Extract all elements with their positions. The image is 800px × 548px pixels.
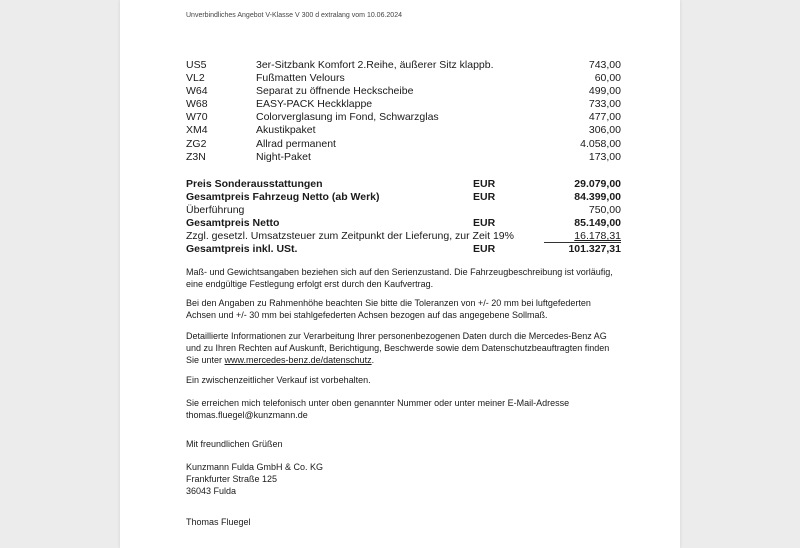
net-vehicle-label: Gesamtpreis Fahrzeug Netto (ab Werk) [186,191,380,204]
option-row [186,138,621,151]
option-code: Z3N [186,150,206,163]
option-code: ZG2 [186,137,207,150]
text-line: Achsen und +/- 30 mm bei stahlgefederten Achsen bezogen auf das angegebene Sollmaß. [186,310,548,320]
totals-block [186,178,621,257]
text-line: Detaillierte Informationen zur Verarbeitung Ihrer personenbezogenen Daten durch die Mercedes-Benz AG [186,331,607,341]
option-code: W64 [186,85,208,98]
net-total-label: Gesamtpreis Netto [186,217,280,230]
option-description: Akustikpaket [256,124,316,137]
special-equipment-label: Preis Sonderausstattungen [186,178,323,190]
option-description: Separat zu öffnende Heckscheibe [256,85,414,98]
text-fragment: Sie unter [186,355,225,365]
tolerance-note [186,297,626,321]
option-price: 4.058,00 [580,137,621,150]
text-line [186,354,626,366]
measurements-note [186,266,626,290]
option-price: 306,00 [588,124,621,137]
option-row [186,85,621,98]
option-description: Allrad permanent [256,137,336,150]
option-description: 3er-Sitzbank Komfort 2.Reihe, äußerer Sitz klappb. [256,59,494,71]
privacy-note [186,330,626,366]
currency-label: EUR [473,217,496,230]
option-row [186,72,621,85]
text-line: eine endgültige Festlegung erfolgt erst durch den Kaufvertrag. [186,279,434,289]
option-price: 743,00 [588,59,621,71]
contact-email: thomas.fluegel@kunzmann.de [186,410,308,420]
transfer-row [186,204,621,217]
sale-reservation-note: Ein zwischenzeitlicher Verkauf ist vorbehalten. [186,375,371,385]
gross-total-row [186,243,621,256]
special-equipment-value: 29.079,00 [574,178,621,190]
transfer-label: Überführung [186,204,245,217]
option-description: Fußmatten Velours [256,72,345,85]
option-row [186,98,621,111]
option-row [186,124,621,137]
net-vehicle-value: 84.399,00 [574,191,621,204]
option-row [186,111,621,124]
contact-note [186,397,626,421]
vat-label: Zzgl. gesetzl. Umsatzsteuer zum Zeitpunkt der Lieferung, zur Zeit 19% [186,230,514,243]
net-total-value: 85.149,00 [574,217,621,230]
text-line: Sie erreichen mich telefonisch unter oben genannter Nummer oder unter meiner E-Mail-Adresse [186,398,570,408]
options-table [186,59,621,164]
option-description: Colorverglasung im Fond, Schwarzglas [256,111,439,124]
special-equipment-row [186,178,621,191]
page-header: Unverbindliches Angebot V-Klasse V 300 d extralang vom 10.06.2024 [186,12,402,19]
greeting: Mit freundlichen Grüßen [186,439,283,449]
option-code: US5 [186,59,207,71]
option-price: 733,00 [588,98,621,111]
net-total-row [186,217,621,230]
company-address [186,461,626,497]
option-row [186,151,621,164]
company-name: Kunzmann Fulda GmbH & Co. KG [186,462,324,472]
option-price: 477,00 [588,111,621,124]
net-vehicle-row [186,191,621,204]
option-description: Night-Paket [256,150,311,163]
gross-total-label: Gesamtpreis inkl. USt. [186,243,298,256]
option-price: 60,00 [594,72,621,85]
currency-label: EUR [473,191,496,204]
option-price: 173,00 [588,150,621,163]
transfer-value: 750,00 [588,204,621,217]
option-code: W68 [186,98,208,111]
text-line: und zu Ihren Rechten auf Auskunft, Berichtigung, Beschwerde sowie dem Datenschutzbeauftragten finden [186,343,610,353]
currency-label: EUR [473,178,496,190]
option-price: 499,00 [588,85,621,98]
signer-name: Thomas Fluegel [186,517,251,527]
city: 36043 Fulda [186,486,237,496]
document-page [120,0,680,548]
privacy-link[interactable]: www.mercedes-benz.de/datenschutz [224,355,372,365]
option-description: EASY-PACK Heckklappe [256,98,373,111]
sum-divider [544,242,621,243]
currency-label: EUR [473,243,496,256]
option-code: W70 [186,111,208,124]
street: Frankfurter Straße 125 [186,474,278,484]
gross-total-value: 101.327,31 [568,243,621,256]
text-line: Maß- und Gewichtsangaben beziehen sich auf den Serienzustand. Die Fahrzeugbeschreibung ist vorläufig, [186,267,613,277]
option-row [186,59,621,72]
text-fragment: . [371,355,375,365]
text-line: Bei den Angaben zu Rahmenhöhe beachten Sie bitte die Toleranzen von +/- 20 mm bei luftgefederten [186,298,591,308]
option-code: VL2 [186,72,205,85]
vat-value: 16.178,31 [574,230,621,243]
option-code: XM4 [186,124,208,137]
